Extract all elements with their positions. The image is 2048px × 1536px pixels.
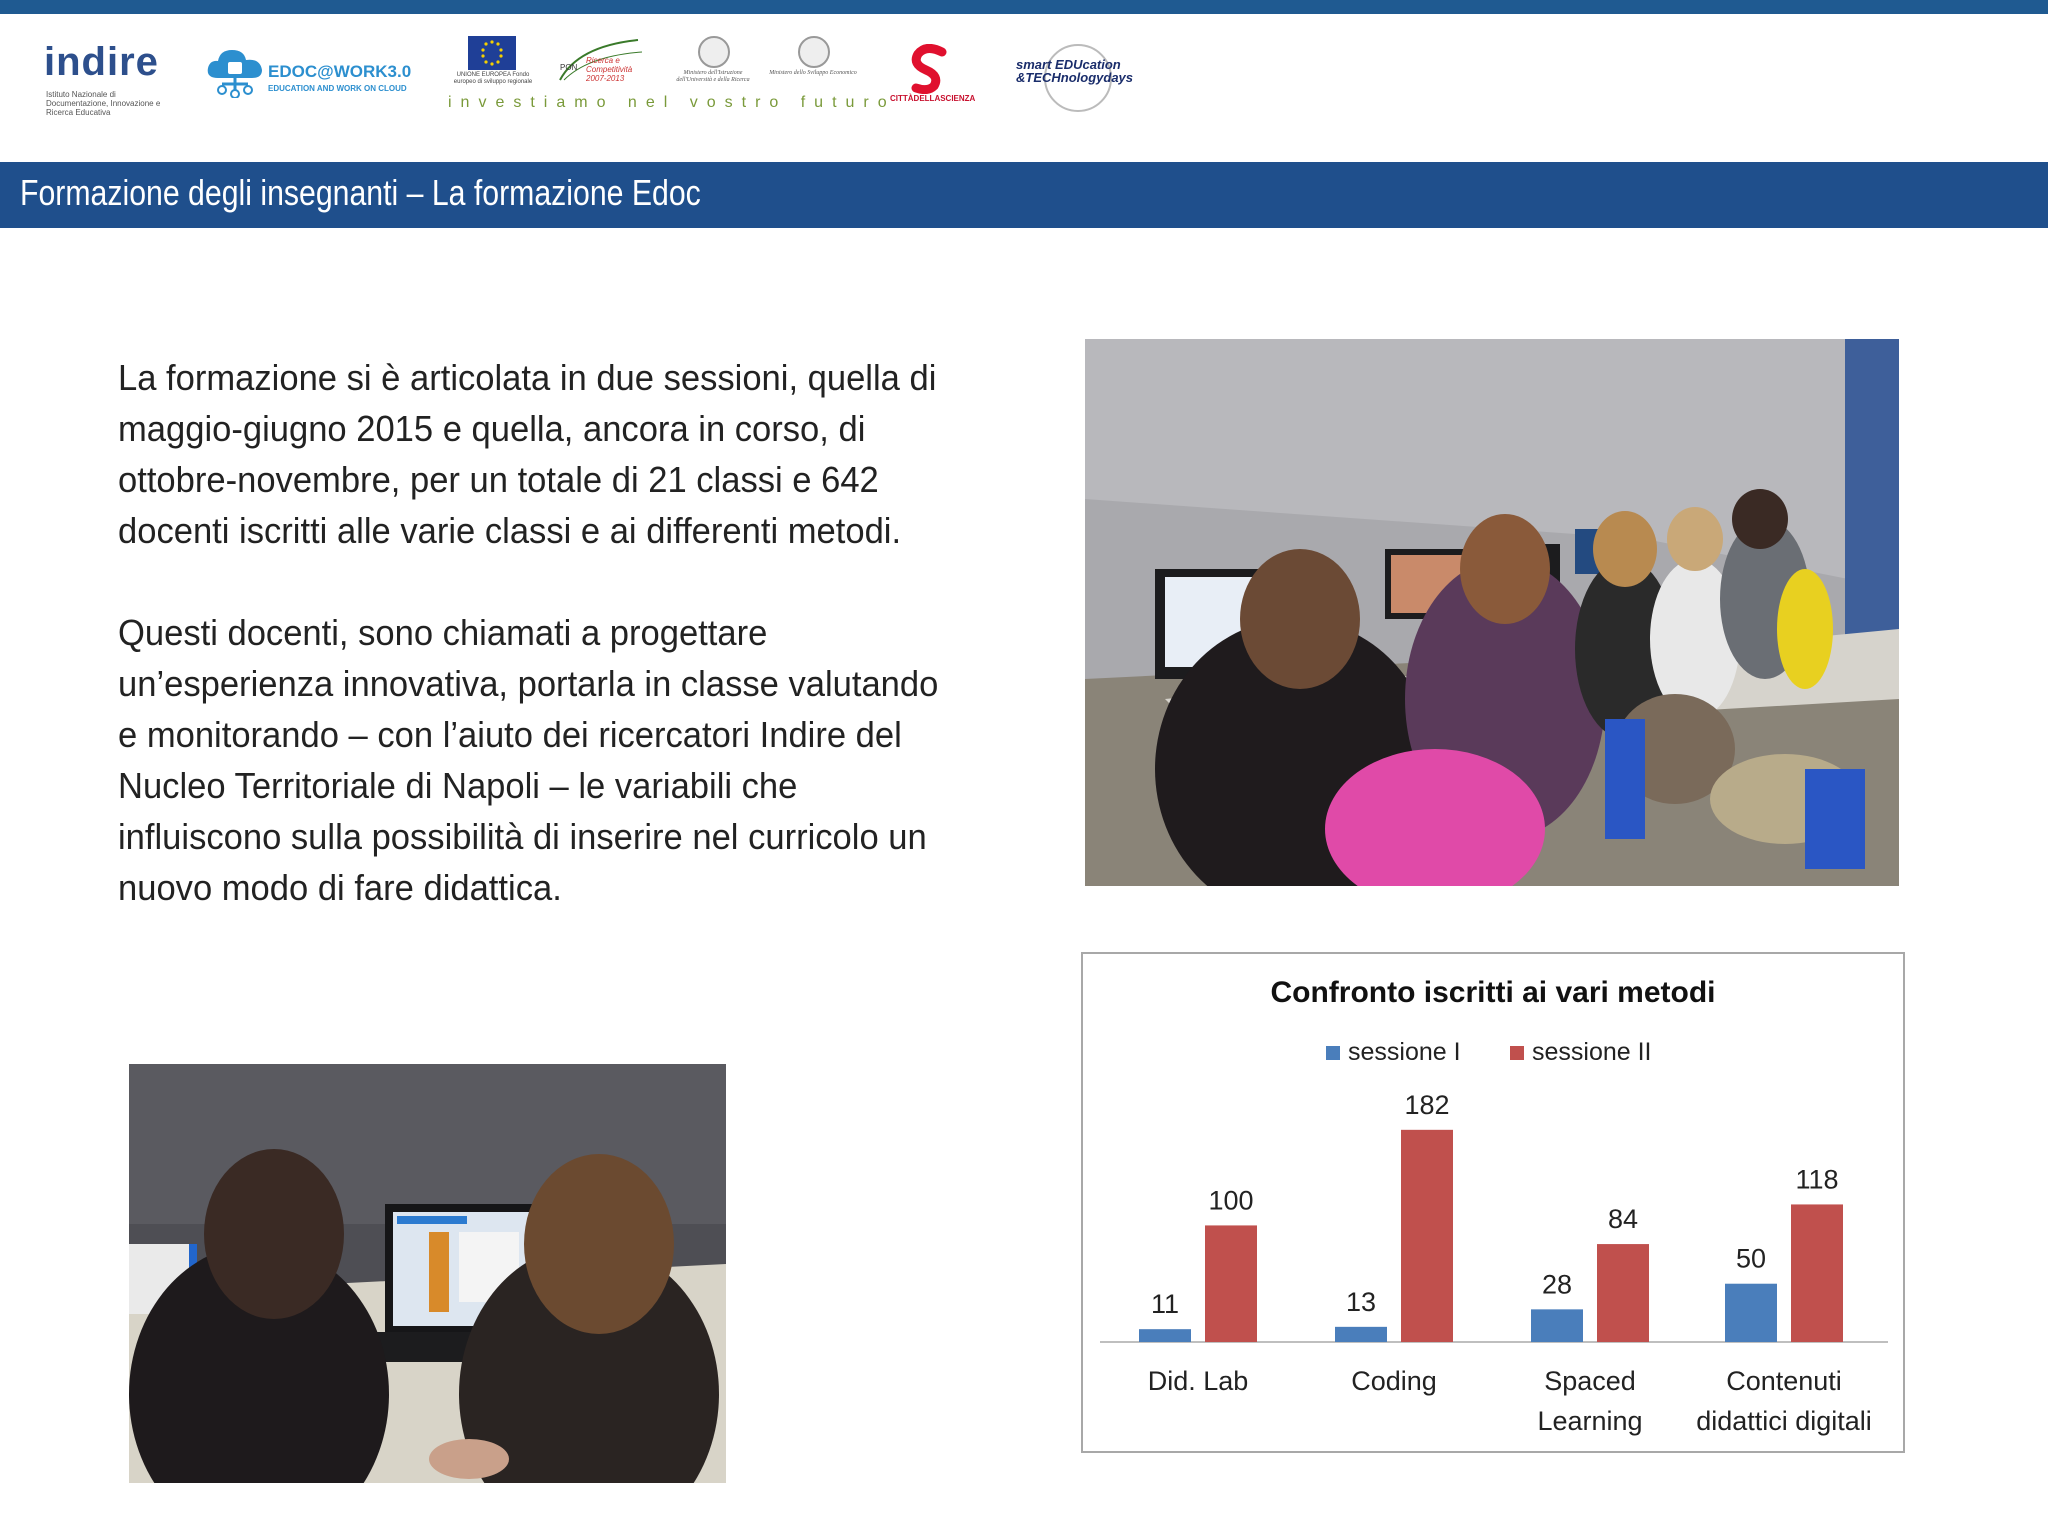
bar-chart (1081, 952, 1905, 1453)
data-label-1-3: 28 (1541, 1269, 1573, 1300)
category-label-3-line1: Spaced (1544, 1366, 1636, 1396)
category-label-1: Did. Lab (1147, 1366, 1249, 1396)
top-accent-line (0, 0, 2048, 14)
slogan: investiamo nel vostro futuro (448, 94, 896, 111)
bar-1-4 (1725, 1284, 1777, 1342)
data-label-2-2: 182 (1404, 1089, 1450, 1120)
legend-label-2: sessione II (1532, 1038, 1652, 1066)
bar-2-4 (1791, 1204, 1843, 1342)
data-label-2-4: 118 (1795, 1164, 1839, 1195)
paragraph-1: La formazione si è articolata in due sessioni, quella di maggio-giugno 2015 e quella, ancora in corso, di ottobre-novembre, per un totale di 21 classi e 642 docenti iscritti alle varie classi e ai differenti metodi. (118, 357, 937, 551)
pon-logo-text: Ricerca e Competitività 2007-2013 (586, 56, 633, 83)
citta-della-scienza-text: CITTÀDELLASCIENZA (890, 94, 976, 103)
bar-1-1 (1139, 1329, 1191, 1342)
category-label-4-line1: Contenuti (1726, 1366, 1842, 1396)
body-text (118, 352, 963, 964)
category-label-4-line2: didattici digitali (1696, 1406, 1872, 1436)
slide-title: Formazione degli insegnanti – La formazione Edoc (20, 172, 701, 213)
chart-canvas (1083, 954, 1903, 1451)
bar-1-2 (1335, 1327, 1387, 1342)
chart-category-labels (1148, 1366, 1872, 1436)
bar-2-3 (1597, 1244, 1649, 1342)
category-label-3-line2: Learning (1537, 1406, 1643, 1436)
cloud-icon (204, 44, 266, 98)
paragraph-2: Questi docenti, sono chiamati a progettare un’esperienza innovativa, portarla in classe valutando e monitorando – con l’aiuto dei ricercatori Indire del Nucleo Territoriale di Napoli – le variabili che influiscono sulla possibilità di inserire nel curricolo un nuovo modo di fare didattica. (118, 612, 939, 908)
bar-2-1 (1205, 1225, 1257, 1342)
data-label-2-1: 100 (1208, 1185, 1254, 1216)
bar-1-3 (1531, 1309, 1583, 1342)
data-label-2-3: 84 (1607, 1204, 1639, 1235)
sed-line1: smart EDUcation (1016, 57, 1121, 72)
eu-caption: UNIONE EUROPEA Fondo europeo di sviluppo regionale (453, 72, 533, 85)
sed-line2: &TECHnologydays (1016, 70, 1134, 85)
legend-swatch-2 (1510, 1046, 1524, 1060)
edoc-logo-title: EDOC@WORK3.0 (268, 62, 412, 81)
ministry1-caption: Ministero dell'Istruzione dell'Università e della Ricerca (676, 70, 750, 83)
indire-logo: indire (44, 40, 159, 84)
legend-label-1: sessione I (1348, 1038, 1461, 1066)
citta-della-scienza-logo-icon (908, 44, 952, 94)
indire-logo-subtitle: Istituto Nazionale di Documentazione, Innovazione e Ricerca Educativa (46, 90, 161, 117)
data-label-1-2: 13 (1345, 1286, 1377, 1317)
data-label-1-1: 11 (1150, 1289, 1180, 1320)
smart-education-logo (1016, 58, 1133, 84)
ministry2-caption: Ministero dello Sviluppo Economico (769, 70, 857, 76)
eu-flag-icon (468, 36, 516, 70)
chart-bars (1139, 1130, 1843, 1342)
data-label-1-4: 50 (1735, 1243, 1767, 1274)
bar-2-2 (1401, 1130, 1453, 1342)
chart-title: Confronto iscritti ai vari metodi (1270, 976, 1716, 1009)
ministry-seal-icon (798, 36, 830, 68)
legend-swatch-1 (1326, 1046, 1340, 1060)
ministry-seal-icon (698, 36, 730, 68)
photo-teachers-at-computer (129, 1064, 726, 1483)
svg-text:PON: PON (560, 63, 578, 72)
chart-legend (1326, 1038, 1652, 1066)
category-label-2: Coding (1351, 1366, 1437, 1396)
edoc-logo-subtitle: EDUCATION AND WORK ON CLOUD (268, 84, 407, 93)
photo-teachers-training (1085, 339, 1899, 886)
